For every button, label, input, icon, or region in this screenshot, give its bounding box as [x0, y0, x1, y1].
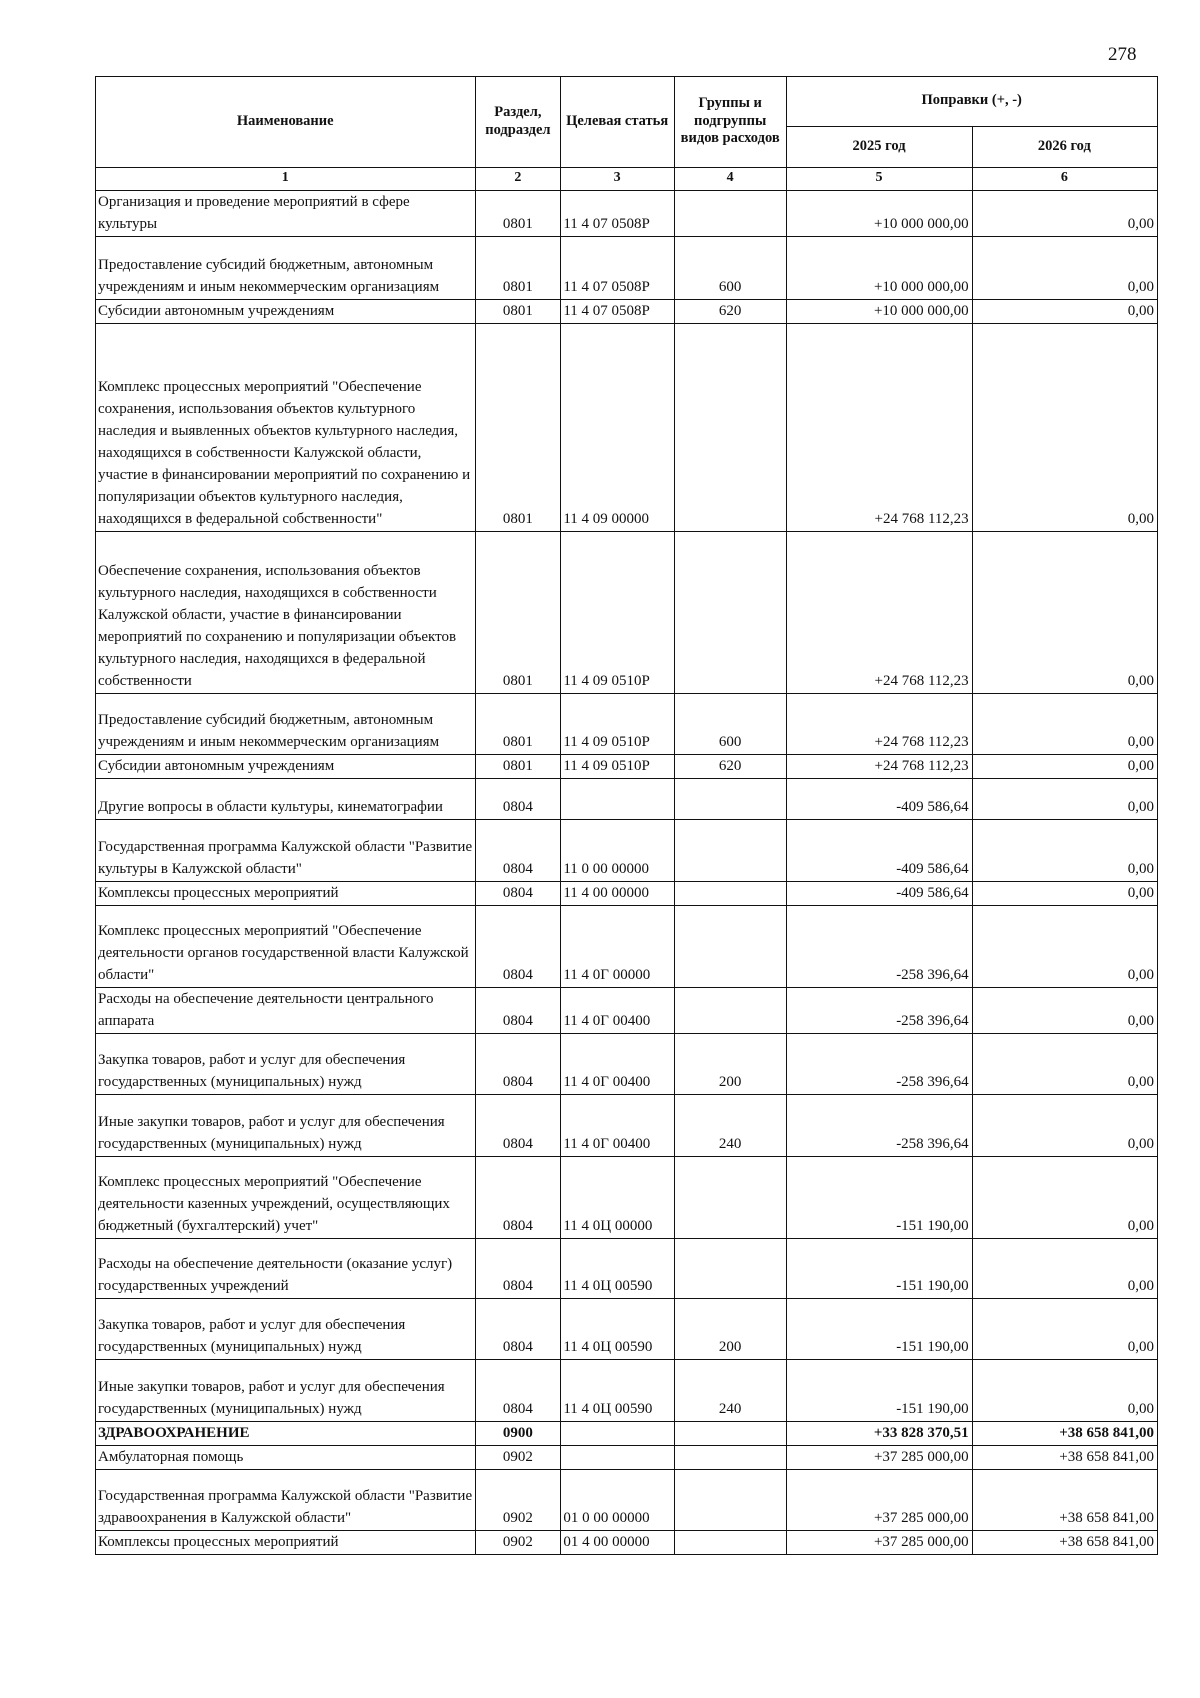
- table-row: [96, 694, 1158, 755]
- cell-group: [674, 988, 786, 1034]
- cell-name: Субсидии автономным учреждениям: [96, 755, 476, 779]
- cell-section: 0804: [476, 882, 561, 906]
- cell-v2026: +38 658 841,00: [972, 1422, 1157, 1446]
- table-row: [96, 1157, 1158, 1239]
- cell-group: [674, 882, 786, 906]
- cell-target: 11 4 0Ц 00590: [561, 1299, 675, 1360]
- cell-section: 0902: [476, 1470, 561, 1531]
- column-number: 2: [476, 168, 561, 191]
- cell-v2025: +33 828 370,51: [787, 1422, 972, 1446]
- cell-v2025: -258 396,64: [787, 988, 972, 1034]
- cell-target: 11 4 0Ц 00000: [561, 1157, 675, 1239]
- cell-name: Комплексы процессных мероприятий: [96, 1531, 476, 1555]
- cell-section: 0804: [476, 1299, 561, 1360]
- cell-section: 0801: [476, 694, 561, 755]
- table-row: [96, 324, 1158, 532]
- header-year-2026: 2026 год: [972, 127, 1157, 168]
- cell-section: 0804: [476, 906, 561, 988]
- cell-name: Амбулаторная помощь: [96, 1446, 476, 1470]
- cell-name: Иные закупки товаров, работ и услуг для обеспечения государственных (муниципальных) нужд: [96, 1360, 476, 1422]
- cell-target: [561, 1446, 675, 1470]
- table-row: [96, 1239, 1158, 1299]
- cell-name: Комплекс процессных мероприятий "Обеспечение сохранения, использования объектов культурного наследия и выявленных объектов культурного наследия, находящихся в собственности Калужской области, участие в финансировании мероприятий по сохранению и популяризации объектов культурного наследия, находящихся в федеральной собственности": [96, 324, 476, 532]
- cell-section: 0900: [476, 1422, 561, 1446]
- cell-section: 0804: [476, 1157, 561, 1239]
- cell-target: 11 4 0Г 00400: [561, 1095, 675, 1157]
- cell-name: Предоставление субсидий бюджетным, автономным учреждениям и иным некоммерческим организациям: [96, 694, 476, 755]
- cell-group: [674, 532, 786, 694]
- cell-target: 11 4 09 0510Р: [561, 532, 675, 694]
- cell-name: Иные закупки товаров, работ и услуг для обеспечения государственных (муниципальных) нужд: [96, 1095, 476, 1157]
- cell-group: 240: [674, 1095, 786, 1157]
- cell-name: Другие вопросы в области культуры, кинематографии: [96, 779, 476, 820]
- cell-group: 600: [674, 694, 786, 755]
- cell-name: Расходы на обеспечение деятельности (оказание услуг) государственных учреждений: [96, 1239, 476, 1299]
- cell-v2026: 0,00: [972, 694, 1157, 755]
- cell-v2025: -258 396,64: [787, 1034, 972, 1095]
- cell-v2025: -409 586,64: [787, 779, 972, 820]
- cell-name: Предоставление субсидий бюджетным, автономным учреждениям и иным некоммерческим организациям: [96, 237, 476, 300]
- cell-v2026: 0,00: [972, 882, 1157, 906]
- cell-target: 11 0 00 00000: [561, 820, 675, 882]
- cell-target: [561, 779, 675, 820]
- cell-group: [674, 1446, 786, 1470]
- cell-v2026: 0,00: [972, 1157, 1157, 1239]
- cell-v2026: 0,00: [972, 988, 1157, 1034]
- cell-target: 11 4 0Г 00400: [561, 988, 675, 1034]
- table-row: [96, 191, 1158, 237]
- cell-section: 0804: [476, 988, 561, 1034]
- cell-name: Организация и проведение мероприятий в сфере культуры: [96, 191, 476, 237]
- cell-group: [674, 820, 786, 882]
- cell-target: 11 4 0Ц 00590: [561, 1239, 675, 1299]
- table-row: [96, 820, 1158, 882]
- cell-target: 11 4 0Г 00400: [561, 1034, 675, 1095]
- header-section: Раздел, подраздел: [476, 77, 561, 168]
- cell-v2025: -258 396,64: [787, 906, 972, 988]
- cell-section: 0804: [476, 1095, 561, 1157]
- header-amendments: Поправки (+, -): [787, 77, 1158, 127]
- cell-v2025: +37 285 000,00: [787, 1470, 972, 1531]
- cell-v2025: -151 190,00: [787, 1239, 972, 1299]
- cell-group: [674, 324, 786, 532]
- table-row: [96, 1422, 1158, 1446]
- column-number: 5: [787, 168, 972, 191]
- cell-v2026: 0,00: [972, 532, 1157, 694]
- cell-section: 0804: [476, 820, 561, 882]
- cell-target: 11 4 0Г 00000: [561, 906, 675, 988]
- cell-v2026: 0,00: [972, 300, 1157, 324]
- cell-v2025: -151 190,00: [787, 1299, 972, 1360]
- table-row: [96, 532, 1158, 694]
- cell-target: 11 4 09 0510Р: [561, 755, 675, 779]
- cell-section: 0801: [476, 755, 561, 779]
- table-body: [96, 191, 1158, 1555]
- cell-name: Расходы на обеспечение деятельности центрального аппарата: [96, 988, 476, 1034]
- cell-v2025: -409 586,64: [787, 882, 972, 906]
- cell-v2025: -151 190,00: [787, 1157, 972, 1239]
- cell-target: 01 0 00 00000: [561, 1470, 675, 1531]
- table-row: [96, 988, 1158, 1034]
- cell-v2026: 0,00: [972, 237, 1157, 300]
- table-row: [96, 906, 1158, 988]
- cell-group: 200: [674, 1299, 786, 1360]
- table-row: [96, 1034, 1158, 1095]
- cell-v2026: 0,00: [972, 906, 1157, 988]
- cell-v2026: 0,00: [972, 1034, 1157, 1095]
- cell-group: [674, 906, 786, 988]
- cell-group: [674, 191, 786, 237]
- column-number: 3: [561, 168, 675, 191]
- cell-target: 11 4 09 00000: [561, 324, 675, 532]
- header-groups: Группы и подгруппы видов расходов: [674, 77, 786, 168]
- cell-name: Обеспечение сохранения, использования объектов культурного наследия, находящихся в собственности Калужской области, участие в финансировании мероприятий по сохранению и популяризации объектов культурного наследия, находящихся в федеральной собственности: [96, 532, 476, 694]
- cell-section: 0801: [476, 324, 561, 532]
- cell-group: [674, 1239, 786, 1299]
- cell-group: 240: [674, 1360, 786, 1422]
- cell-group: 200: [674, 1034, 786, 1095]
- cell-v2026: +38 658 841,00: [972, 1470, 1157, 1531]
- cell-name: Комплекс процессных мероприятий "Обеспечение деятельности органов государственной власти Калужской области": [96, 906, 476, 988]
- cell-section: 0804: [476, 779, 561, 820]
- cell-target: 01 4 00 00000: [561, 1531, 675, 1555]
- cell-name: Комплексы процессных мероприятий: [96, 882, 476, 906]
- cell-v2025: +37 285 000,00: [787, 1446, 972, 1470]
- cell-name: Закупка товаров, работ и услуг для обеспечения государственных (муниципальных) нужд: [96, 1299, 476, 1360]
- budget-amendments-table: [95, 76, 1158, 1555]
- cell-v2026: 0,00: [972, 1095, 1157, 1157]
- cell-section: 0801: [476, 191, 561, 237]
- cell-name: ЗДРАВООХРАНЕНИЕ: [96, 1422, 476, 1446]
- cell-group: [674, 1157, 786, 1239]
- cell-v2025: -409 586,64: [787, 820, 972, 882]
- table-row: [96, 1299, 1158, 1360]
- cell-v2026: 0,00: [972, 191, 1157, 237]
- column-number: 1: [96, 168, 476, 191]
- cell-name: Субсидии автономным учреждениям: [96, 300, 476, 324]
- table-row: [96, 300, 1158, 324]
- cell-v2025: +37 285 000,00: [787, 1531, 972, 1555]
- cell-target: 11 4 09 0510Р: [561, 694, 675, 755]
- table-row: [96, 1470, 1158, 1531]
- cell-v2025: -258 396,64: [787, 1095, 972, 1157]
- table-row: [96, 755, 1158, 779]
- cell-v2026: 0,00: [972, 1299, 1157, 1360]
- cell-v2025: -151 190,00: [787, 1360, 972, 1422]
- cell-v2026: +38 658 841,00: [972, 1531, 1157, 1555]
- cell-v2025: +24 768 112,23: [787, 532, 972, 694]
- page-number: 278: [1108, 44, 1137, 65]
- cell-v2025: +10 000 000,00: [787, 191, 972, 237]
- table-row: [96, 1531, 1158, 1555]
- cell-group: [674, 779, 786, 820]
- cell-group: 600: [674, 237, 786, 300]
- cell-target: [561, 1422, 675, 1446]
- cell-section: 0902: [476, 1531, 561, 1555]
- cell-section: 0801: [476, 237, 561, 300]
- cell-section: 0804: [476, 1360, 561, 1422]
- cell-v2026: 0,00: [972, 1239, 1157, 1299]
- cell-group: [674, 1422, 786, 1446]
- cell-target: 11 4 07 0508Р: [561, 191, 675, 237]
- cell-name: Комплекс процессных мероприятий "Обеспечение деятельности казенных учреждений, осуществляющих бюджетный (бухгалтерский) учет": [96, 1157, 476, 1239]
- cell-section: 0804: [476, 1239, 561, 1299]
- header-name: Наименование: [96, 77, 476, 168]
- cell-group: 620: [674, 300, 786, 324]
- cell-name: Государственная программа Калужской области "Развитие здравоохранения в Калужской области": [96, 1470, 476, 1531]
- cell-v2026: 0,00: [972, 324, 1157, 532]
- cell-name: Государственная программа Калужской области "Развитие культуры в Калужской области": [96, 820, 476, 882]
- cell-v2026: +38 658 841,00: [972, 1446, 1157, 1470]
- cell-section: 0902: [476, 1446, 561, 1470]
- column-number: 6: [972, 168, 1157, 191]
- table-row: [96, 237, 1158, 300]
- cell-v2025: +24 768 112,23: [787, 755, 972, 779]
- cell-v2026: 0,00: [972, 820, 1157, 882]
- cell-target: 11 4 07 0508Р: [561, 300, 675, 324]
- cell-name: Закупка товаров, работ и услуг для обеспечения государственных (муниципальных) нужд: [96, 1034, 476, 1095]
- cell-v2025: +24 768 112,23: [787, 694, 972, 755]
- cell-v2026: 0,00: [972, 779, 1157, 820]
- column-number: 4: [674, 168, 786, 191]
- cell-target: 11 4 0Ц 00590: [561, 1360, 675, 1422]
- cell-section: 0801: [476, 300, 561, 324]
- cell-section: 0804: [476, 1034, 561, 1095]
- table-row: [96, 1446, 1158, 1470]
- table-row: [96, 779, 1158, 820]
- cell-group: [674, 1531, 786, 1555]
- cell-v2025: +24 768 112,23: [787, 324, 972, 532]
- header-target: Целевая статья: [561, 77, 675, 168]
- table-row: [96, 1095, 1158, 1157]
- cell-v2026: 0,00: [972, 755, 1157, 779]
- table-row: [96, 882, 1158, 906]
- cell-v2026: 0,00: [972, 1360, 1157, 1422]
- cell-v2025: +10 000 000,00: [787, 300, 972, 324]
- cell-group: [674, 1470, 786, 1531]
- cell-v2025: +10 000 000,00: [787, 237, 972, 300]
- cell-target: 11 4 07 0508Р: [561, 237, 675, 300]
- header-year-2025: 2025 год: [787, 127, 972, 168]
- cell-target: 11 4 00 00000: [561, 882, 675, 906]
- table-row: [96, 1360, 1158, 1422]
- cell-group: 620: [674, 755, 786, 779]
- cell-section: 0801: [476, 532, 561, 694]
